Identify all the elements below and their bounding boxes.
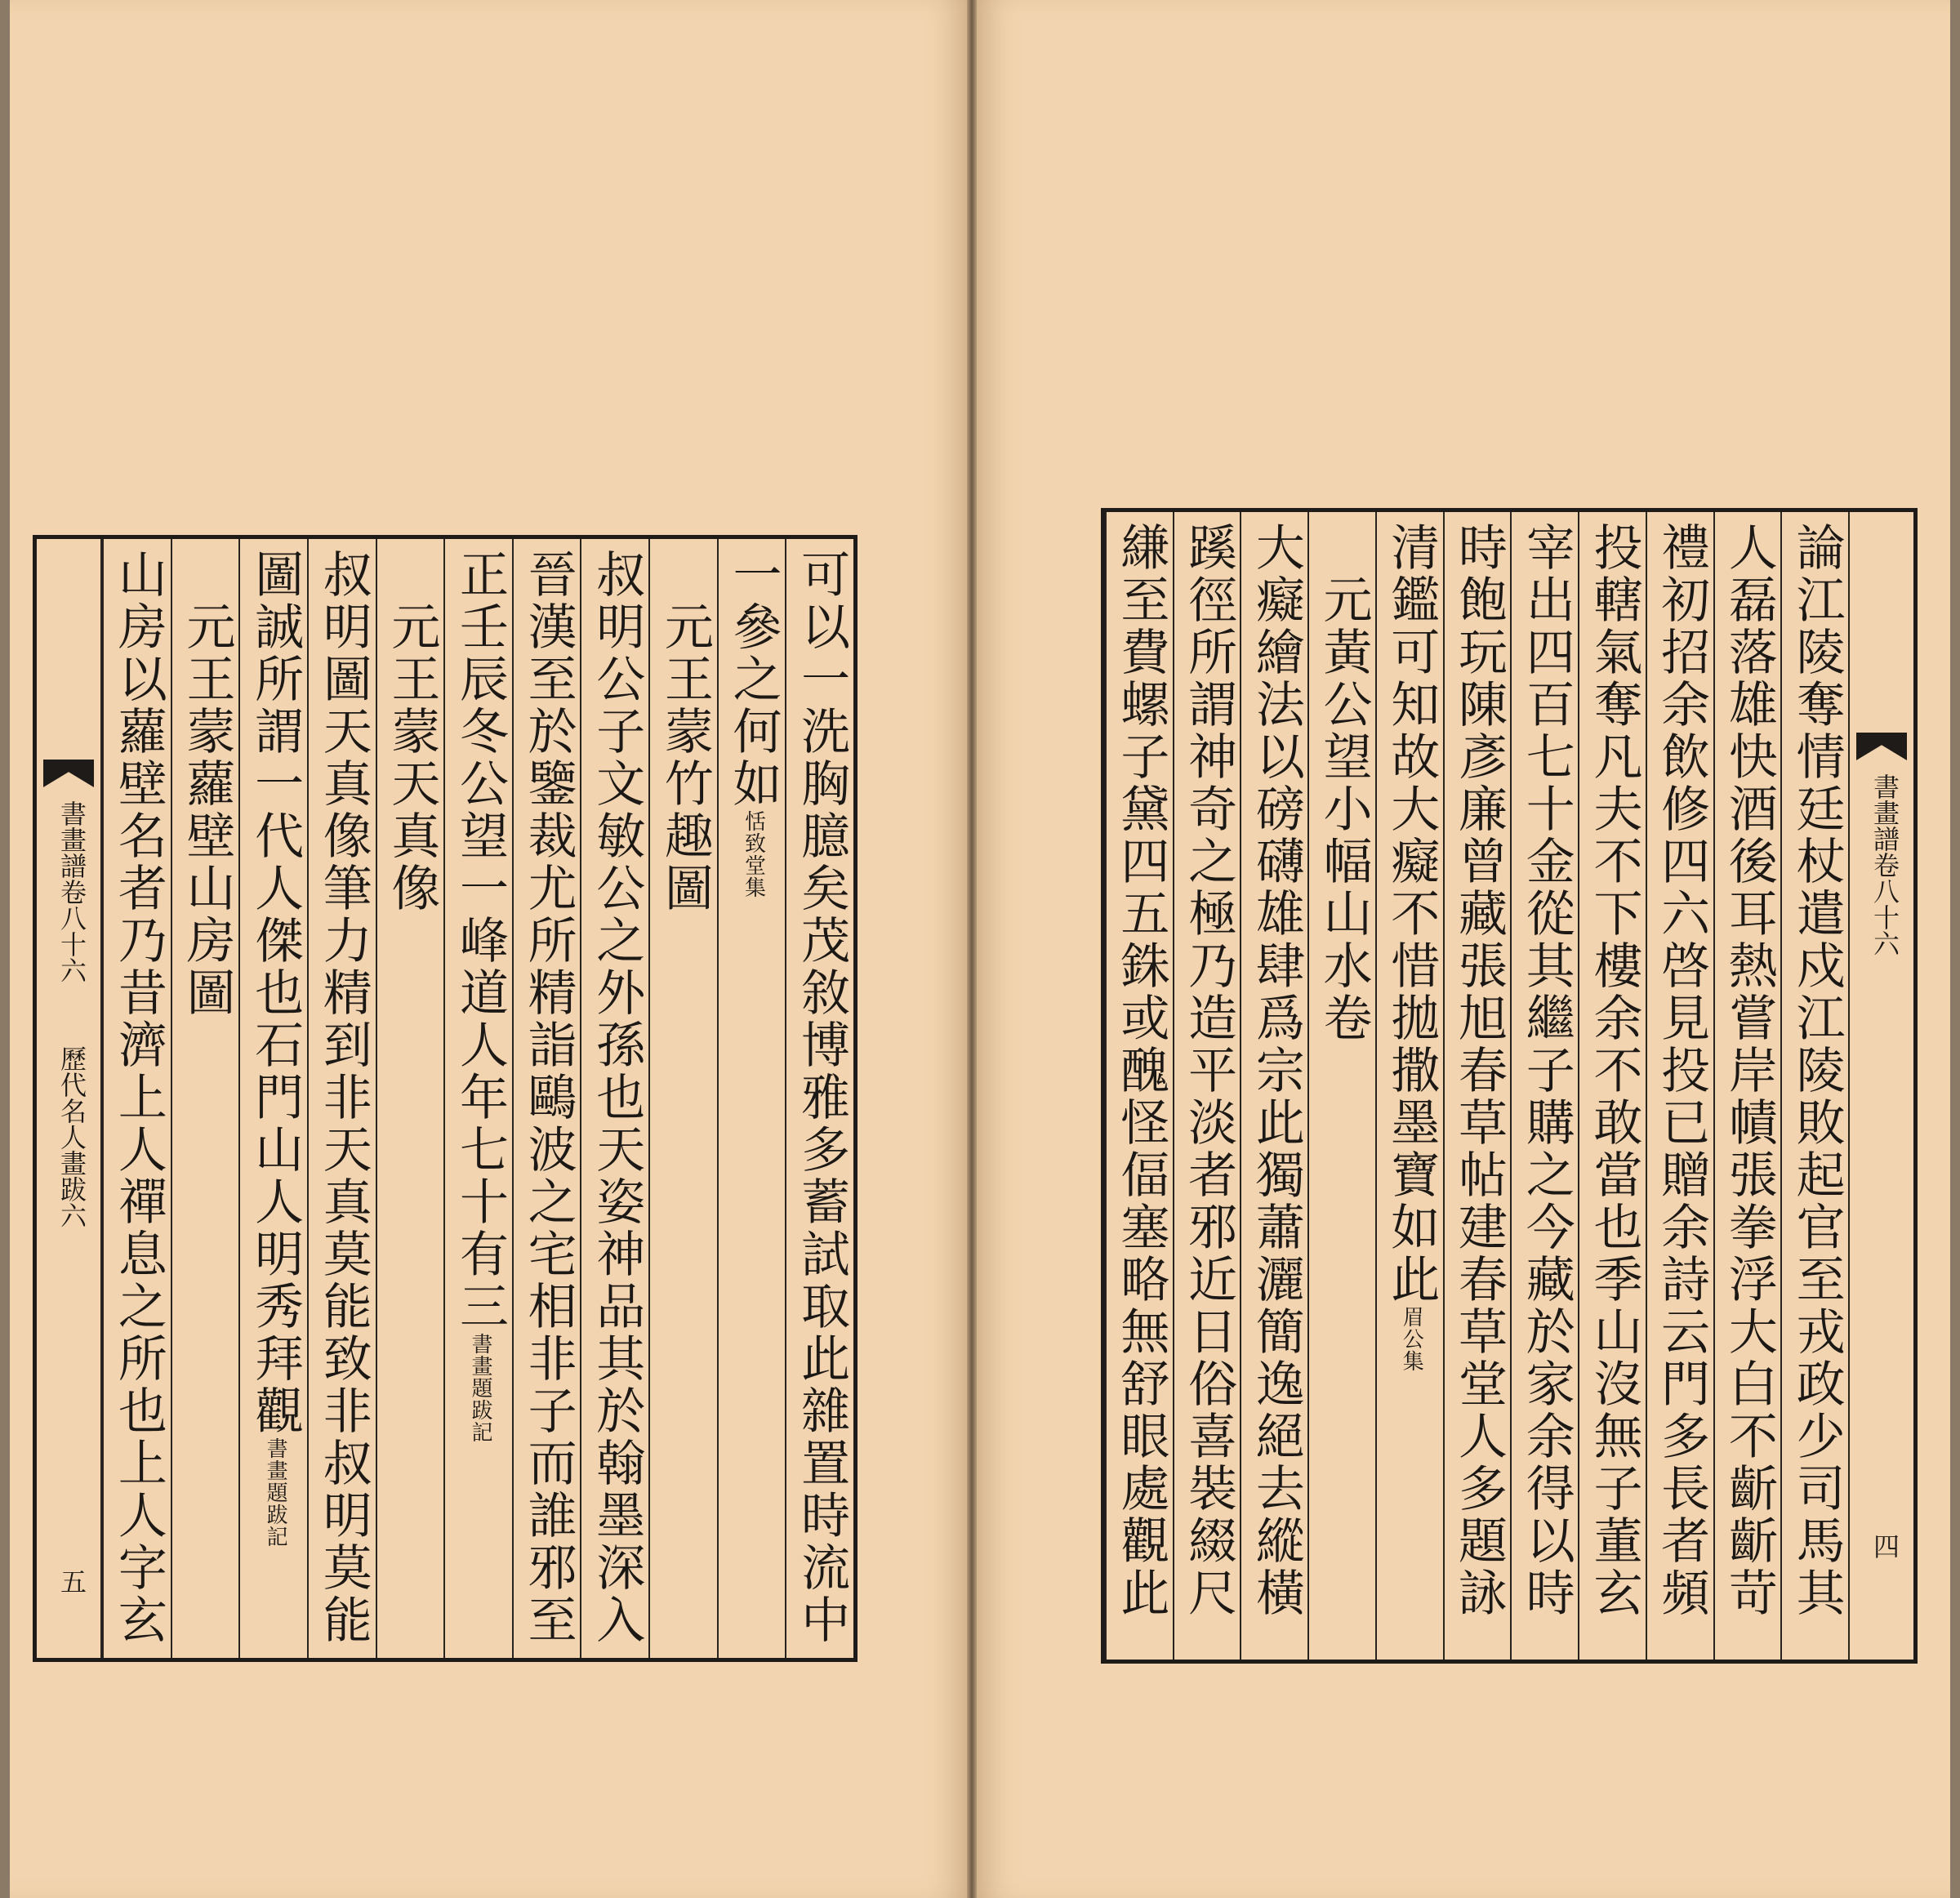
text-column [1578, 512, 1646, 1660]
column-text [1788, 522, 1846, 1620]
column-text [1247, 522, 1305, 1620]
banxin-title: 書畫譜卷八十六 [1869, 773, 1900, 956]
column-text [588, 549, 646, 1646]
text-column [1443, 512, 1511, 1660]
column-text [1450, 522, 1508, 1620]
column-main-text: 晉漢至於鑒裁尤所精詣鷗波之宅相非子而誰邪至 [519, 549, 577, 1646]
source-note: 眉公集 [1399, 1306, 1424, 1372]
text-column [1173, 512, 1241, 1660]
column-text [1653, 522, 1711, 1620]
column-text [314, 549, 372, 1646]
column-text [656, 549, 714, 915]
source-note: 書畫題跋記 [467, 1333, 492, 1443]
page-number: 五 [56, 1568, 87, 1594]
page-number: 四 [1869, 1533, 1900, 1559]
text-column [443, 539, 512, 1658]
source-note: 書畫題跋記 [263, 1437, 288, 1548]
column-main-text: 大癡繪法以磅礴雄肆爲宗此獨蕭灑簡逸絕去縱橫 [1247, 522, 1305, 1620]
text-column [512, 539, 581, 1658]
text-column [102, 539, 171, 1658]
text-column [1375, 512, 1443, 1660]
column-text [1383, 522, 1441, 1372]
column-main-text: 論江陵奪情廷杖遣戍江陵敗起官至戎政少司馬其 [1788, 522, 1846, 1620]
column-main-text: 縑至費螺子黛四五銖或醜怪偪塞略無舒眼處觀此 [1112, 522, 1170, 1620]
column-main-text: 投轄氣奪凡夫不下樓余不敢當也季山沒無子董玄 [1585, 522, 1643, 1620]
banxin-title: 書畫譜卷八十六 [56, 800, 87, 983]
fish-tail-ornament [1856, 733, 1907, 760]
column-text [109, 549, 167, 1646]
column-text [793, 549, 851, 1646]
column-main-text: 宰出四百七十金從其繼子購之今藏於家余得以時 [1517, 522, 1575, 1620]
column-main-text: 叔明圖天真像筆力精到非天真莫能致非叔明莫能 [314, 549, 372, 1646]
text-column [1105, 512, 1173, 1660]
column-text [1112, 522, 1170, 1620]
column-main-text: 元王蒙蘿壁山房圖 [178, 549, 236, 1019]
text-column [238, 539, 307, 1658]
column-text [1585, 522, 1643, 1620]
column-main-text: 叔明公子文敏公之外孫也天姿神品其於翰墨深入 [588, 549, 646, 1646]
column-text [519, 549, 577, 1646]
text-column [648, 539, 717, 1658]
text-column [785, 539, 853, 1658]
column-main-text: 元王蒙竹趣圖 [656, 549, 714, 915]
source-note: 恬致堂集 [741, 810, 766, 898]
column-main-text: 時飽玩陳彥廉曾藏張旭春草帖建春草堂人多題詠 [1450, 522, 1508, 1620]
column-main-text: 一參之何如 [724, 549, 782, 810]
left-columns [102, 539, 853, 1658]
column-main-text: 山房以蘿壁名者乃昔濟上人禪息之所也上人字玄 [109, 549, 167, 1646]
right-text-frame [1101, 508, 1918, 1664]
column-main-text: 蹊徑所謂神奇之極乃造平淡者邪近日俗喜裝綴尺 [1180, 522, 1238, 1620]
text-column [1713, 512, 1781, 1660]
text-column [171, 539, 239, 1658]
text-column [376, 539, 444, 1658]
text-column [307, 539, 376, 1658]
book-gutter [967, 0, 977, 1898]
left-banxin [37, 539, 102, 1658]
text-column [717, 539, 786, 1658]
column-main-text: 元王蒙天真像 [383, 549, 441, 915]
column-text [451, 549, 509, 1443]
text-column [1307, 512, 1375, 1660]
column-main-text: 圖誠所謂一代人傑也石門山人明秀拜觀 [247, 549, 305, 1437]
fish-tail-ornament [43, 760, 94, 787]
text-column [580, 539, 648, 1658]
column-main-text: 清鑑可知故大癡不惜拋撒墨寶如此 [1383, 522, 1441, 1306]
text-column [1510, 512, 1578, 1660]
column-text [1315, 522, 1373, 1045]
column-text [724, 549, 782, 898]
column-main-text: 元黃公望小幅山水卷 [1315, 522, 1373, 1045]
column-main-text: 正壬辰冬公望一峰道人年七十有三 [451, 549, 509, 1333]
text-column [1646, 512, 1713, 1660]
text-column [1240, 512, 1307, 1660]
column-main-text: 禮初招余飲修四六啓見投已贈余詩云門多長者頻 [1653, 522, 1711, 1620]
column-main-text: 可以一洗胸臆矣茂敘博雅多蓄試取此雜置時流中 [793, 549, 851, 1646]
left-text-frame [33, 535, 858, 1662]
column-text [1720, 522, 1778, 1620]
right-columns [1105, 512, 1848, 1660]
column-text [247, 549, 305, 1548]
column-text [178, 549, 236, 1019]
column-text [1180, 522, 1238, 1620]
column-text [383, 549, 441, 915]
column-main-text: 人磊落雄快酒後耳熱嘗岸幘張拳浮大白不齗齗苛 [1720, 522, 1778, 1620]
text-column [1780, 512, 1848, 1660]
column-text [1517, 522, 1575, 1620]
right-banxin [1848, 512, 1913, 1660]
banxin-section: 歷代名人畫跋六 [56, 1045, 87, 1228]
